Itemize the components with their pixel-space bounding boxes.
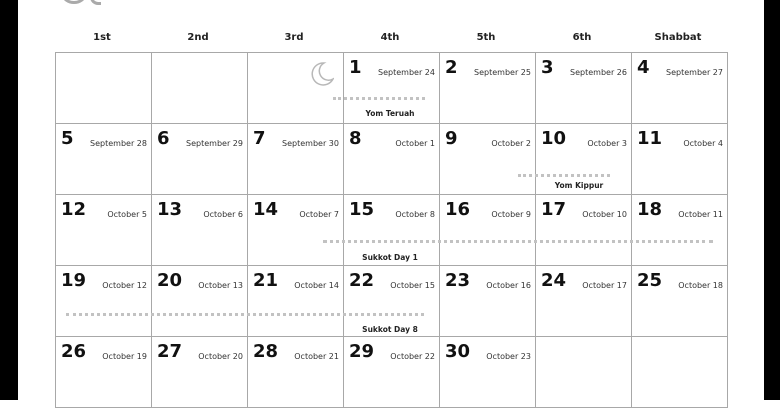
gregorian-date: September 27 xyxy=(666,68,723,77)
day-number: 18 xyxy=(637,199,663,220)
gregorian-date: October 7 xyxy=(299,210,339,219)
gregorian-date: October 6 xyxy=(203,210,243,219)
gregorian-date: September 26 xyxy=(570,68,627,77)
calendar-day-16[interactable] xyxy=(439,194,536,266)
weekday-header-3: 3rd xyxy=(284,32,304,43)
calendar-day-25[interactable] xyxy=(631,265,728,337)
decorative-top-glyph-tail xyxy=(90,0,101,5)
day-number: 13 xyxy=(157,199,183,220)
calendar-day-8[interactable] xyxy=(343,123,440,195)
gregorian-date: October 21 xyxy=(294,352,339,361)
calendar-day-4[interactable] xyxy=(631,52,728,124)
weekday-header-4: 4th xyxy=(380,32,400,43)
day-number: 27 xyxy=(157,341,183,362)
day-number: 28 xyxy=(253,341,279,362)
calendar-empty-cell xyxy=(55,52,152,124)
gregorian-date: September 28 xyxy=(90,139,147,148)
gregorian-date: October 11 xyxy=(678,210,723,219)
weekday-header-shabbat: Shabbat xyxy=(654,32,702,43)
crescent-moon-icon xyxy=(308,61,334,87)
decorative-top-glyph xyxy=(62,0,86,4)
gregorian-date: October 23 xyxy=(486,352,531,361)
gregorian-date: October 18 xyxy=(678,281,723,290)
calendar-day-6[interactable] xyxy=(151,123,248,195)
event-label-yom-kippur: Yom Kippur xyxy=(554,181,604,190)
gregorian-date: September 25 xyxy=(474,68,531,77)
calendar-day-18[interactable] xyxy=(631,194,728,266)
calendar-day-17[interactable] xyxy=(535,194,632,266)
calendar-day-11[interactable] xyxy=(631,123,728,195)
left-frame-border xyxy=(0,0,18,400)
calendar-day-29[interactable] xyxy=(343,336,440,408)
gregorian-date: October 9 xyxy=(491,210,531,219)
day-number: 20 xyxy=(157,270,183,291)
day-number: 7 xyxy=(253,128,266,149)
gregorian-date: October 4 xyxy=(683,139,723,148)
day-number: 29 xyxy=(349,341,375,362)
gregorian-date: October 13 xyxy=(198,281,243,290)
day-number: 15 xyxy=(349,199,375,220)
gregorian-date: October 20 xyxy=(198,352,243,361)
day-number: 14 xyxy=(253,199,279,220)
calendar-empty-cell xyxy=(535,336,632,408)
calendar-day-3[interactable] xyxy=(535,52,632,124)
event-dotted-line-yom-kippur xyxy=(518,174,610,177)
calendar-day-14[interactable] xyxy=(247,194,344,266)
gregorian-date: October 8 xyxy=(395,210,435,219)
calendar-day-13[interactable] xyxy=(151,194,248,266)
event-label-yom-teruah: Yom Teruah xyxy=(365,109,415,118)
calendar-day-26[interactable] xyxy=(55,336,152,408)
calendar-empty-cell xyxy=(631,336,728,408)
calendar-day-24[interactable] xyxy=(535,265,632,337)
event-dotted-line-sukkot xyxy=(323,240,713,243)
gregorian-date: September 29 xyxy=(186,139,243,148)
gregorian-date: October 19 xyxy=(102,352,147,361)
gregorian-date: September 30 xyxy=(282,139,339,148)
day-number: 17 xyxy=(541,199,567,220)
right-frame-border xyxy=(764,0,780,400)
day-number: 4 xyxy=(637,57,650,78)
gregorian-date: October 3 xyxy=(587,139,627,148)
weekday-header-5: 5th xyxy=(476,32,496,43)
day-number: 8 xyxy=(349,128,362,149)
gregorian-date: October 2 xyxy=(491,139,531,148)
day-number: 26 xyxy=(61,341,87,362)
calendar-grid xyxy=(55,52,727,412)
calendar-empty-cell xyxy=(151,52,248,124)
day-number: 12 xyxy=(61,199,87,220)
day-number: 1 xyxy=(349,57,362,78)
day-number: 11 xyxy=(637,128,663,149)
gregorian-date: October 22 xyxy=(390,352,435,361)
weekday-header-1: 1st xyxy=(93,32,111,43)
gregorian-date: October 5 xyxy=(107,210,147,219)
weekday-header-6: 6th xyxy=(572,32,592,43)
calendar-day-20[interactable] xyxy=(151,265,248,337)
day-number: 22 xyxy=(349,270,375,291)
weekday-header-2: 2nd xyxy=(187,32,209,43)
gregorian-date: October 12 xyxy=(102,281,147,290)
day-number: 3 xyxy=(541,57,554,78)
gregorian-date: October 15 xyxy=(390,281,435,290)
gregorian-date: October 14 xyxy=(294,281,339,290)
gregorian-date: October 16 xyxy=(486,281,531,290)
calendar-day-28[interactable] xyxy=(247,336,344,408)
event-label-sukkot-day-8: Sukkot Day 8 xyxy=(362,325,418,334)
calendar-day-9[interactable] xyxy=(439,123,536,195)
gregorian-date: October 17 xyxy=(582,281,627,290)
calendar-day-5[interactable] xyxy=(55,123,152,195)
calendar-day-21[interactable] xyxy=(247,265,344,337)
calendar-day-7[interactable] xyxy=(247,123,344,195)
event-dotted-line-yom-teruah xyxy=(333,97,425,100)
day-number: 23 xyxy=(445,270,471,291)
gregorian-date: September 24 xyxy=(378,68,435,77)
calendar-day-27[interactable] xyxy=(151,336,248,408)
calendar-day-2[interactable] xyxy=(439,52,536,124)
day-number: 19 xyxy=(61,270,87,291)
event-label-sukkot-day-1: Sukkot Day 1 xyxy=(362,253,418,262)
day-number: 25 xyxy=(637,270,663,291)
calendar-day-23[interactable] xyxy=(439,265,536,337)
gregorian-date: October 1 xyxy=(395,139,435,148)
day-number: 10 xyxy=(541,128,567,149)
gregorian-date: October 10 xyxy=(582,210,627,219)
event-dotted-line-sukkot-end xyxy=(66,313,424,316)
day-number: 2 xyxy=(445,57,458,78)
day-number: 6 xyxy=(157,128,170,149)
day-number: 16 xyxy=(445,199,471,220)
day-number: 9 xyxy=(445,128,458,149)
day-number: 5 xyxy=(61,128,74,149)
calendar-day-19[interactable] xyxy=(55,265,152,337)
calendar-day-12[interactable] xyxy=(55,194,152,266)
calendar-day-30[interactable] xyxy=(439,336,536,408)
day-number: 30 xyxy=(445,341,471,362)
day-number: 21 xyxy=(253,270,279,291)
day-number: 24 xyxy=(541,270,567,291)
